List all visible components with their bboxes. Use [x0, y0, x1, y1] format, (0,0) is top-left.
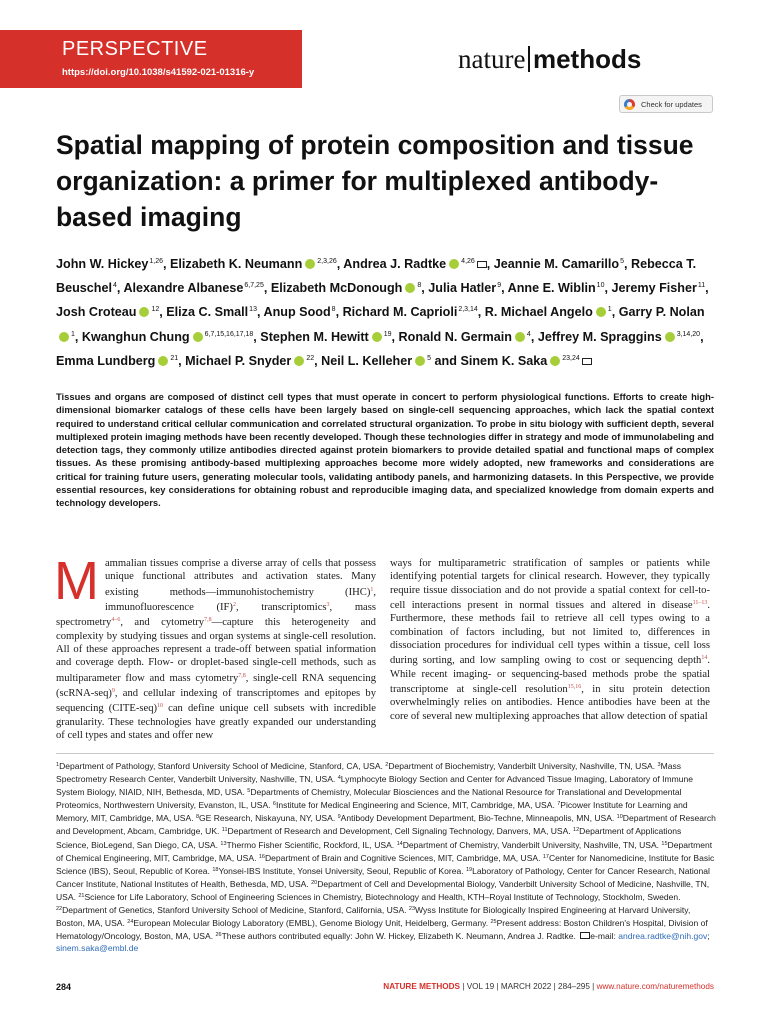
affiliation-number: 8	[195, 814, 200, 821]
affiliation-number: 13	[220, 840, 227, 847]
author-affiliation-sup: 5	[620, 258, 624, 265]
affiliation-number: 15	[661, 840, 668, 847]
author-affiliation-sup: 2,3,26	[317, 258, 337, 265]
body-text-run: , in situ protein detection overwhelmingly relies on antibodies. Hence antibodies have been at the core of several new multiplexing approaches that allow detection of spatial	[390, 684, 710, 722]
drop-cap: M	[54, 551, 99, 611]
affiliation-number: 6	[272, 801, 276, 808]
body-text-run: , mass spectrometry	[56, 602, 376, 629]
orcid-icon[interactable]	[550, 356, 560, 366]
affiliation-text: Mass Spectrometry Research Center, Vanderbilt University, Nashville, TN, USA.	[56, 761, 681, 785]
reference-citation[interactable]: 10	[157, 703, 164, 710]
affiliation-text: Yonsei-IBS Institute, Yonsei University, Seoul, Republic of Korea.	[218, 865, 464, 876]
orcid-icon[interactable]	[158, 356, 168, 366]
author-name[interactable]: Stephen M. Hewitt	[260, 329, 369, 344]
author-affiliation-sup: 23,24	[562, 354, 580, 362]
affiliation-text: Center for Nanomedicine, Institute for Basic Science (IBS), Seoul, Republic of Korea.	[56, 852, 715, 876]
journal-logo[interactable]	[458, 44, 641, 75]
author-name[interactable]: Anup Sood	[263, 305, 331, 320]
footer-journal-url[interactable]: www.nature.com/naturemethods	[596, 982, 714, 991]
reference-citation[interactable]: 14	[701, 655, 708, 662]
author-affiliation-sup: 8	[417, 282, 422, 290]
journal-logo-word1: nature	[458, 44, 526, 74]
check-for-updates-button[interactable]	[619, 95, 713, 113]
journal-logo-word2: methods	[532, 44, 642, 74]
orcid-icon[interactable]	[405, 283, 415, 293]
reference-citation[interactable]: 15,16	[567, 684, 582, 691]
author[interactable]	[485, 305, 612, 319]
orcid-icon[interactable]	[139, 307, 149, 317]
body-column-left	[54, 551, 377, 742]
affiliation-text: Department of Genetics, Stanford University School of Medicine, Stanford, California, USA.	[62, 905, 407, 916]
author[interactable]	[428, 281, 501, 295]
author-name[interactable]: Emma Lundberg	[56, 353, 156, 368]
footer-citation	[383, 982, 714, 991]
page-number: 284	[56, 982, 72, 992]
reference-citation[interactable]: 7,8	[238, 672, 246, 679]
affiliation-text: Department of Research and Development, Abcam, Cambridge, UK.	[56, 813, 716, 837]
affiliation-text: Department of Chemistry, Vanderbilt University, Nashville, TN, USA.	[402, 839, 660, 850]
author-name[interactable]: Anne E. Wiblin	[507, 281, 596, 296]
author-affiliation-sup: 1	[71, 330, 75, 338]
affiliation-number: 2	[385, 762, 389, 768]
footnote-divider	[56, 753, 714, 754]
crossmark-icon	[624, 99, 635, 110]
affiliation-text: Department of Pathology, Stanford University School of Medicine, Stanford, CA, USA.	[59, 761, 383, 771]
abstract: Tissues and organs are composed of distinct cell types that must operate in concert to perform physiological functions. Efforts to create high-dimensional biomarker catalogs of these cells have been largely based on single-cell sequencing approaches, which lack the spatial context required to understand critical cellular communication and correlated structural organization. To probe in situ biology with sufficient depth, several multiplexed protein imaging methods have been recently developed. Though these technologies differ in strategy and mode of immunolabeling and detection tags, they commonly utilize antibodies directed against protein biomarkers to provide detailed spatial and functional maps of complex tissues. As these promising antibody-based multiplexing approaches become more widely adopted, new frameworks and considerations are critical for training future users, generating molecular tools, validating antibody panels, and harmonizing datasets. In this Perspective, we provide essential resources, key considerations for obtaining robust and reproducible imaging data, and specialized knowledge from domain experts and technology developers.	[56, 391, 714, 509]
author-name[interactable]: Jeremy Fisher	[611, 281, 697, 296]
orcid-icon[interactable]	[372, 332, 382, 342]
reference-citation[interactable]: 11–13	[692, 600, 708, 607]
affiliation-number: 12	[573, 827, 580, 834]
author[interactable]	[343, 305, 478, 319]
author-name[interactable]: Jeffrey M. Spraggins	[537, 329, 662, 344]
author[interactable]	[399, 330, 531, 344]
email-label: e-mail:	[590, 931, 616, 942]
author-name[interactable]: Sinem K. Saka	[460, 353, 548, 368]
author-name[interactable]: Alexandre Albanese	[123, 281, 244, 296]
author[interactable]	[321, 354, 431, 368]
affiliation-text: Department of Cell and Developmental Biology, Vanderbilt University School of Medicine, Nashville, TN, USA.	[56, 878, 710, 902]
author-affiliation-sup: 9	[497, 282, 502, 290]
author-name[interactable]: Jeannie M. Camarillo	[493, 257, 620, 271]
affiliation-text: Department of Brain and Cognitive Sciences, MIT, Cambridge, MA, USA.	[264, 852, 541, 863]
affiliation-number: 9	[337, 814, 341, 821]
email-icon[interactable]	[582, 358, 592, 365]
author[interactable]	[343, 257, 487, 271]
affiliation-text: European Molecular Biology Laboratory (EMBL), Genome Biology Unit, Heidelberg, Germany.	[133, 918, 489, 929]
affiliation-number: 3	[657, 762, 661, 768]
author[interactable]	[82, 330, 253, 344]
author-name[interactable]: Elizabeth K. Neumann	[170, 257, 303, 271]
author-name[interactable]: Richard M. Caprioli	[342, 305, 458, 320]
author-name[interactable]: John W. Hickey	[56, 257, 149, 271]
affiliation-text: Department of Biochemistry, Vanderbilt University, Nashville, TN, USA.	[388, 761, 656, 771]
affiliation-text: Department of Chemical Engineering, MIT, Cambridge, MA, USA.	[56, 839, 713, 863]
affiliation-text: Wyss Institute for Biologically Inspired Engineering at Harvard University, Boston, MA, USA.	[56, 905, 691, 929]
author-name[interactable]: Michael P. Snyder	[185, 353, 292, 368]
article-type-banner	[0, 30, 302, 88]
author-name[interactable]: Garry P. Nolan	[618, 305, 705, 320]
affiliation-text: These authors contributed equally: John W. Hickey, Elizabeth K. Neumann, Andrea J. Radtke.	[221, 931, 576, 942]
body-text-run: ways for multiparametric stratification of samples or patients while identifying potential targets for clinical research. However, they typically require tissue dissociation and do not provide a spatial context for cell-to-cell interactions present in normal tissues and altered in disease	[390, 558, 710, 612]
body-text-run: , and cytometry	[120, 617, 205, 629]
author-affiliation-sup: 2,3,14	[458, 306, 478, 314]
affiliation-number: 10	[616, 814, 623, 821]
affiliation-number: 11	[221, 827, 228, 834]
author-affiliation-sup: 22	[306, 354, 315, 362]
affiliation-text: Picower Institute for Learning and Memory, MIT, Cambridge, MA, USA.	[56, 800, 688, 824]
body-text-run: ammalian tissues comprise a diverse array of cells that possess unique functional attributes and activation states. Many existing methods—immunohistochemistry (IHC)	[104, 558, 376, 598]
body-text-run: —capture this heterogeneity and complexity by studying tissues and organ systems at single-cell resolution. All of these approaches represent a trade-off between spatial information and coverage depth. Flow- or droplet-based single-cell methods, such as multiparameter flow and mass cytometry	[56, 617, 376, 684]
body-text-left	[54, 551, 377, 742]
author[interactable]	[538, 330, 700, 344]
affiliation-number: 23	[408, 906, 416, 913]
orcid-icon[interactable]	[59, 332, 69, 342]
author[interactable]	[260, 330, 391, 344]
orcid-icon[interactable]	[596, 307, 606, 317]
author-name[interactable]: Eliza C. Small	[166, 305, 249, 320]
reference-citation[interactable]: 4–6	[111, 617, 121, 624]
author-affiliation-sup: 13	[249, 306, 257, 314]
orcid-icon[interactable]	[294, 356, 304, 366]
affiliation-number: 18	[212, 866, 219, 873]
author-name[interactable]: Kwanghun Chung	[81, 329, 190, 344]
affiliation-text: Laboratory of Pathology, Center for Cancer Research, National Cancer Institute, National Institutes of Health, Bethesda, MD, USA.	[56, 865, 710, 889]
author-name[interactable]: Julia Hatler	[428, 281, 497, 296]
author-name[interactable]: Neil L. Kelleher	[321, 353, 413, 368]
affiliation-text: Science for Life Laboratory, School of Engineering Sciences in Chemistry, Biotechnology and Health, KTH–Royal Institute of Technology, Stockholm, Sweden.	[84, 891, 681, 902]
footer-journal-name: NATURE METHODS	[383, 982, 461, 991]
affiliation-text: Department of Research and Development, Cell Signaling Technology, Danvers, MA, USA.	[227, 826, 571, 837]
affiliation-number: 25	[490, 919, 497, 926]
article-type: PERSPECTIVE	[62, 38, 208, 60]
author[interactable]	[264, 305, 336, 319]
reference-citation[interactable]: 9	[111, 688, 115, 695]
affiliation-number: 24	[127, 919, 134, 926]
author-affiliation-sup: 12	[151, 306, 160, 314]
author[interactable]	[166, 305, 257, 319]
affiliation-number: 4	[337, 775, 341, 782]
author-affiliation-sup: 6,7,25	[244, 282, 264, 290]
affiliation-text: Departments of Chemistry, Molecular Biosciences and the National Resource for Translational and Developmental Proteomics, Northwestern University, Evanston, IL, USA.	[56, 787, 682, 811]
check-for-updates-label: Check for updates	[641, 99, 702, 109]
affiliation-number: 14	[396, 840, 403, 847]
body-text-run: , single-cell RNA sequencing (scRNA-seq)	[56, 672, 377, 700]
author-name[interactable]: Andrea J. Radtke	[343, 257, 447, 271]
body-text-right	[390, 558, 710, 722]
affiliation-text: Antibody Development Department, Bio-Techne, Minneapolis, MN, USA.	[340, 813, 615, 824]
reference-citation[interactable]: 7,8	[204, 617, 212, 624]
affiliation-text: GE Research, Niskayuna, NY, USA.	[199, 813, 336, 824]
affiliation-number: 26	[215, 932, 222, 939]
orcid-icon[interactable]	[515, 332, 525, 342]
author-affiliation-sup: 1,26	[149, 258, 164, 265]
author-affiliation-sup: 6,7,15,16,17,18	[204, 330, 254, 338]
affiliation-number: 1	[56, 762, 60, 768]
footer-volume-info: | VOL 19 | MARCH 2022 | 284–295 |	[460, 982, 597, 991]
affiliation-number: 5	[247, 788, 251, 795]
author-affiliation-sup: 10	[596, 282, 605, 290]
author[interactable]	[611, 281, 705, 295]
affiliation-number: 7	[557, 801, 561, 808]
author[interactable]	[170, 257, 337, 271]
author-affiliation-sup: 4,26	[461, 258, 475, 265]
orcid-icon[interactable]	[305, 259, 315, 269]
logo-divider	[528, 46, 530, 72]
body-text-run: , immunofluorescence (IF)	[104, 586, 376, 614]
author-affiliation-sup: 3,14,20	[676, 330, 701, 338]
body-text-run: can define unique cell subsets with incredible granularity. These technologies have greatly expanded our understanding of cell types and states and offer new	[56, 703, 376, 742]
author[interactable]	[123, 281, 263, 295]
affiliation-number: 17	[542, 853, 549, 860]
author-affiliation-sup: 21	[170, 354, 179, 362]
article-title: Spatial mapping of protein composition and tissue organization: a primer for multiplexed antibody-based imaging	[56, 130, 694, 232]
author[interactable]	[56, 354, 178, 368]
author-name[interactable]: Josh Croteau	[56, 305, 137, 320]
author-affiliation-sup: 11	[697, 282, 706, 290]
author[interactable]	[56, 305, 159, 319]
author-name[interactable]: Ronald N. Germain	[398, 329, 512, 344]
affiliation-list	[56, 761, 716, 941]
body-text-run: . While recent imaging- or sequencing-based methods probe the spatial transcriptome at single-cell resolution	[390, 655, 710, 696]
affiliation-number: 21	[78, 892, 85, 899]
orcid-icon[interactable]	[449, 259, 459, 269]
orcid-icon[interactable]	[665, 332, 675, 342]
author-name[interactable]: R. Michael Angelo	[484, 305, 593, 320]
reference-citation[interactable]: 3	[326, 602, 330, 609]
author[interactable]	[494, 257, 624, 271]
email-icon[interactable]	[477, 261, 487, 268]
author-name[interactable]: Rebecca T. Beuschel	[56, 257, 697, 296]
orcid-icon[interactable]	[415, 356, 425, 366]
author[interactable]	[271, 281, 421, 295]
author-affiliation-sup: 1	[607, 306, 612, 314]
author[interactable]	[56, 257, 163, 271]
affiliation-number: 22	[56, 906, 63, 913]
affiliation-number: 19	[465, 866, 473, 873]
doi-link[interactable]: https://doi.org/10.1038/s41592-021-01316-y	[62, 67, 255, 78]
body-text-run: , and cellular indexing of transcriptomes and epitopes by sequencing (CITE-seq)	[56, 688, 376, 715]
author-list: John W. Hickey$^{1,26}$, Elizabeth K. Neumann $^{2,3,26}$, Andrea J. Radtke $^{4,26}$ , Jeannie M. Camarillo$^5$, Rebecca T. Beuschel$^4$, Alexandre Albanese$^{6,7,25}$, Elizabeth McDonough $^8$, Julia Hatler$^9$, Anne E. Wiblin$^{10}$, Jeremy Fisher$^{11}$, Josh Croteau $^{12}$, Eliza C. Small$^{13}$, Anup Sood$^8$, Richard M. Caprioli$^{2,3,14}$, R. Michael Angelo $^1$, Garry P. Nolan$^1$, Kwanghun Chung $^{6,7,15,16,17,18}$, Stephen M. Hewitt $^{19}$, Ronald N. Germain $^4$, Jeffrey M. Spraggins $^{3,14,20}$, Emma Lundberg $^{21}$, Michael P. Snyder $^{22}$, Neil L. Kelleher $^5$ and Sinem K. Saka $^{23,24}$	[56, 257, 709, 368]
author[interactable]	[508, 281, 605, 295]
email-link-1[interactable]: andrea.radtke@nih.gov	[618, 931, 708, 942]
affiliation-text: Thermo Fisher Scientific, Rockford, IL, USA.	[226, 839, 395, 850]
affiliations: $^1$Department of Pathology, Stanford University School of Medicine, Stanford, CA, USA. $^2$Department of Biochemistry, Vanderbilt University, Nashville, TN, USA. $^3$Mass Spectrometry Research Center, Vanderbilt University, Nashville, TN, USA. $^4$Lymphocyte Biology Section and Center for Advanced Tissue Imaging, Laboratory of Immune System Biology, NIAID, NIH, Bethesda, MD, USA. $^5$Departments of Chemistry, Molecular Biosciences and the National Resource for Translational and Developmental Proteomics, Northwestern University, Evanston, IL, USA. $^6$Institute for Medical Engineering and Science, MIT, Cambridge, MA, USA. $^7$Picower Institute for Learning and Memory, MIT, Cambridge, MA, USA. $^8$GE Research, Niskayuna, NY, USA. $^9$Antibody Development Department, Bio-Techne, Minneapolis, MN, USA. $^{10}$Department of Research and Development, Abcam, Cambridge, UK. $^{11}$Department of Research and Development, Cell Signaling Technology, Danvers, MA, USA. $^{12}$Department of Applications Science, BioLegend, San Diego, CA, USA. $^{13}$Thermo Fisher Scientific, Rockford, IL, USA. $^{14}$Department of Chemistry, Vanderbilt University, Nashville, TN, USA. $^{15}$Department of Chemical Engineering, MIT, Cambridge, MA, USA. $^{16}$Department of Brain and Cognitive Sciences, MIT, Cambridge, MA, USA. $^{17}$Center for Nanomedicine, Institute for Basic Science (IBS), Seoul, Republic of Korea. $^{18}$Yonsei-IBS Institute, Yonsei University, Seoul, Republic of Korea. $^{19}$Laboratory of Pathology, Center for Cancer Research, National Cancer Institute, National Institutes of Health, Bethesda, MD, USA. $^{20}$Department of Cell and Developmental Biology, Vanderbilt University School of Medicine, Nashville, TN, USA. $^{21}$Science for Life Laboratory, School of Engineering Sciences in Chemistry, Biotechnology and Health, KTH–Royal Institute of Technology, Stockholm, Sweden. $^{22}$Department of Genetics, Stanford University School of Medicine, Stanford, California, USA. $^{23}$Wyss Institute for Biologically Inspired Engineering at Harvard University, Boston, MA, USA. $^{24}$European Molecular Biology Laboratory (EMBL), Genome Biology Unit, Heidelberg, Germany. $^{25}$Present address: Boston Children's Hospital, Division of Hematology/Oncology, Boston, MA, USA. $^{26}$These authors contributed equally: John W. Hickey, Elizabeth K. Neumann, Andrea J. Radtke. e-mail: andrea.radtke@nih.gov; sinem.saka@embl.de	[56, 761, 716, 954]
affiliation-text: Department of Applications Science, BioLegend, San Diego, CA, USA.	[56, 826, 682, 850]
author-affiliation-sup: 4	[526, 330, 531, 338]
author-name[interactable]: Elizabeth McDonough	[270, 281, 403, 296]
body-text-run: , transcriptomics	[235, 602, 327, 614]
reference-citation[interactable]: 1	[370, 586, 374, 593]
author-affiliation-sup: 4	[113, 282, 117, 290]
author[interactable]	[185, 354, 314, 368]
affiliation-text: Institute for Medical Engineering and Science, MIT, Cambridge, MA, USA.	[275, 800, 555, 811]
author-affiliation-sup: 5	[427, 354, 432, 362]
affiliation-number: 20	[311, 879, 318, 886]
affiliation-text: Present address: Boston Children's Hospital, Division of Hematology/Oncology, Boston, MA, USA.	[56, 918, 708, 942]
body-text-run: . Furthermore, these methods fail to retrieve all cell types owing to a combination of factors including, but not limited to, differences in dissociation procedures for individual cell types within a tissue, cell loss during sorting, and low sampling owing to cost or sequencing depth	[390, 600, 710, 667]
affiliation-text: Lymphocyte Biology Section and Center for Advanced Tissue Imaging, Laboratory of Immune System Biology, NIAID, NIH, Bethesda, MD, USA.	[56, 774, 693, 798]
email-link-2[interactable]: sinem.saka@embl.de	[56, 943, 139, 954]
orcid-icon[interactable]	[193, 332, 203, 342]
email-icon	[580, 932, 590, 939]
author-affiliation-sup: 19	[383, 330, 392, 338]
author-affiliation-sup: 8	[331, 306, 336, 314]
affiliation-number: 16	[258, 853, 265, 860]
author[interactable]	[460, 354, 591, 368]
reference-citation[interactable]: 2	[232, 602, 236, 609]
body-column-right	[390, 557, 710, 723]
